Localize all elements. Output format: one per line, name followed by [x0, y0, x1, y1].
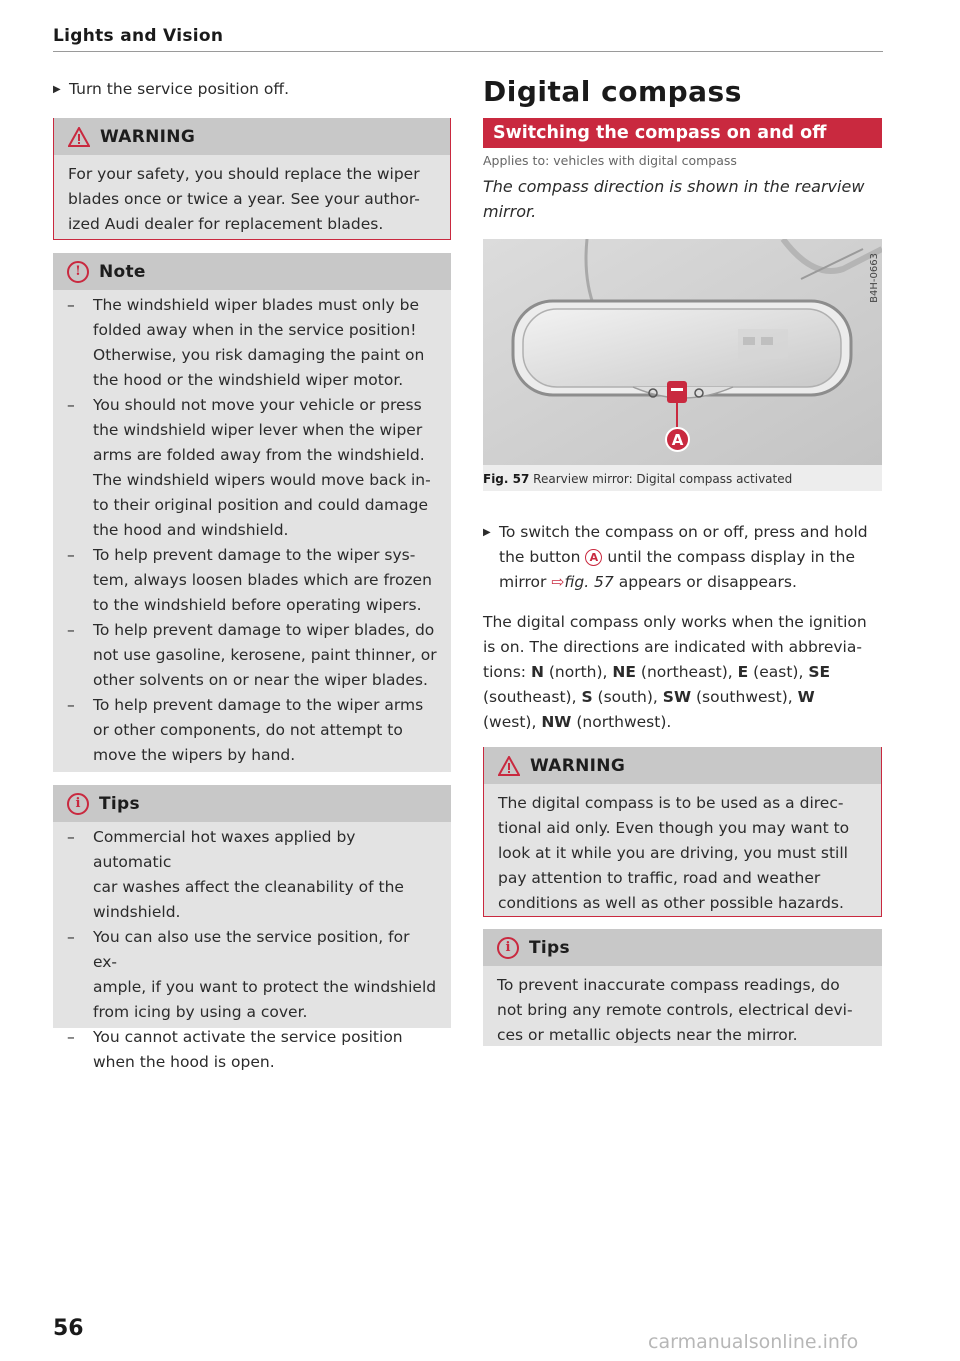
list-item: – Commercial hot waxes applied by automatic car washes affect the cleanability of the windshield. [67, 828, 404, 921]
warning-line: For your safety, you should replace the wiper [68, 165, 420, 183]
tips-header [483, 929, 882, 966]
info-circle-icon: i [497, 937, 519, 959]
section-title: Digital compass [483, 75, 742, 108]
list-item: – The windshield wiper blades must only be folded away when in the service position! Otherwise, you risk damaging the paint on the hood or the windshield wiper motor. [67, 296, 425, 389]
tips-body [53, 822, 451, 1081]
warning-label: WARNING [100, 126, 196, 147]
figure-57 [483, 239, 882, 491]
warning-header [484, 747, 881, 784]
exclamation-circle-icon: ! [67, 261, 89, 283]
note-header [53, 253, 451, 290]
intro-text: The compass direction is shown in the rearview mirror. [483, 177, 865, 221]
watermark: carmanualsonline.info [648, 1331, 859, 1353]
warning-line: blades once or twice a year. See your author- [68, 190, 420, 208]
tips-label: Tips [529, 937, 570, 958]
warning-box [53, 118, 451, 240]
subsection [483, 118, 882, 491]
tips-box-left [53, 785, 451, 1071]
applies-to-text: Applies to: vehicles with digital compass [483, 153, 737, 168]
tips-label: Tips [99, 793, 140, 814]
compass-toggle-step: ▶ To switch the compass on or off, press and hold the button A until the compass display in the mirror ⇨fig. 57 appears or disappears. [483, 520, 882, 595]
list-item: – To help prevent damage to the wiper arms or other components, do not attempt to move the wipers by hand. [67, 696, 424, 764]
figure-caption: Fig. 57 Rearview mirror: Digital compass activated [483, 472, 793, 486]
list-item: – To help prevent damage to wiper blades, do not use gasoline, kerosene, paint thinner, or other solvents on or near the wiper blades. [67, 621, 437, 689]
tips-body: To prevent inaccurate compass readings, do not bring any remote controls, electrical devi- ces or metallic objects near the mirror. [497, 976, 853, 1044]
note-body [53, 290, 451, 774]
warning-label: WARNING [530, 755, 626, 776]
info-circle-icon: i [67, 793, 89, 815]
list-item: – You should not move your vehicle or press the windshield wiper lever when the wiper arms are folded away from the windshield. The windshield wipers would move back in- to their original position and could damage the hood and windshield. [67, 396, 431, 539]
figure-reference-link[interactable]: fig. 57 [564, 573, 614, 591]
header-divider [53, 51, 883, 52]
list-item: – You can also use the service position, for ex- ample, if you want to protect the windshield from icing by using a cover. [67, 928, 437, 1021]
note-label: Note [99, 261, 146, 282]
warning-body [54, 155, 450, 243]
subsection-title-bar: Switching the compass on and off [483, 118, 882, 148]
warning-triangle-icon [68, 127, 90, 147]
cross-ref-arrow-icon: ⇨ [551, 573, 565, 591]
figure-code-label: B4H-0663 [869, 253, 880, 303]
warning-box-right [483, 747, 882, 917]
list-item: – You cannot activate the service position when the hood is open. [67, 1028, 403, 1071]
page-number: 56 [53, 1316, 84, 1341]
note-box [53, 253, 451, 772]
warning-triangle-icon [498, 756, 520, 776]
button-a-icon: A [585, 549, 602, 566]
compass-description: The digital compass only works when the ignition is on. The directions are indicated with abbrevia- tions: N (north), NE (northeast), E (east), SE (southeast), S (south), SW (southwest), W (west), NW (northwest). [483, 613, 867, 731]
tips-header [53, 785, 451, 822]
triangle-bullet-icon: ▶ [483, 527, 491, 538]
warning-header [54, 118, 450, 155]
warning-body: The digital compass is to be used as a direc- tional aid only. Even though you may want to look at it while you are driving, you must still pay attention to traffic, road and weather conditions as well as other possible hazards. [498, 794, 850, 912]
service-off-step: ▶ Turn the service position off. [53, 77, 451, 102]
triangle-bullet-icon: ▶ [53, 84, 61, 95]
tips-box-right [483, 929, 882, 1046]
list-item: – To help prevent damage to the wiper sys- tem, always loosen blades which are frozen to the windshield before operating wipers. [67, 546, 432, 614]
callout-a-icon: A [665, 427, 690, 452]
section-header-title: Lights and Vision [53, 26, 224, 46]
rearview-mirror-image [483, 239, 882, 465]
warning-line: ized Audi dealer for replacement blades. [68, 215, 384, 233]
